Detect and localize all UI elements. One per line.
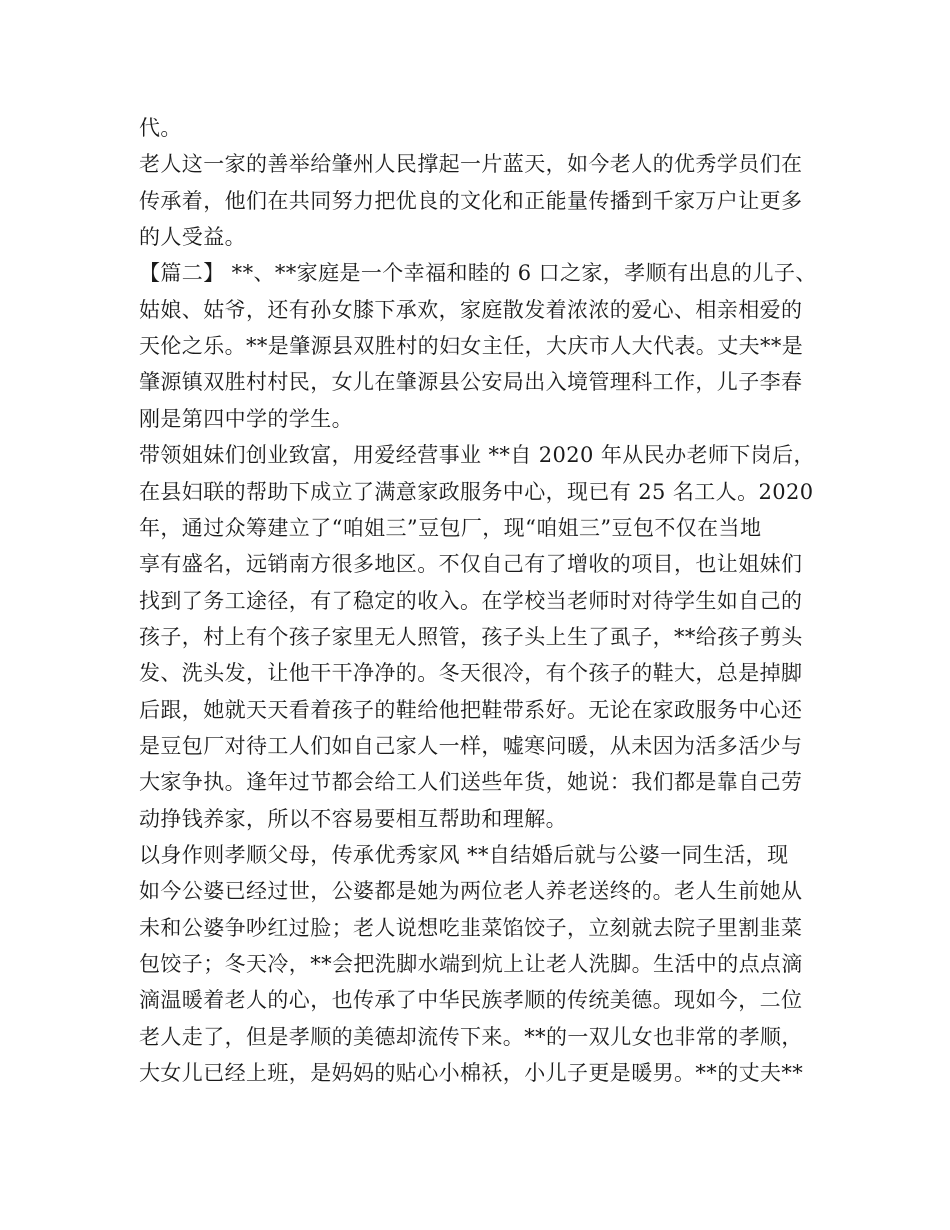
text-line: 孩子，村上有个孩子家里无人照管，孩子头上生了虱子，**给孩子剪头 [139,624,803,649]
text-line: 的人受益。 [139,225,246,250]
text-line: 包饺子；冬天冷，**会把洗脚水端到炕上让老人洗脚。生活中的点点滴 [139,952,803,977]
text-line: 刚是第四中学的学生。 [139,406,353,431]
text-line: 老人这一家的善举给肇州人民撑起一片蓝天，如今老人的优秀学员们在 [139,152,803,177]
text-line: 动挣钱养家，所以不容易要相互帮助和理解。 [139,806,567,831]
text-line: 老人走了，但是孝顺的美德却流传下来。**的一双儿女也非常的孝顺， [139,1024,803,1049]
text-line: 享有盛名，远销南方很多地区。不仅自己有了增收的项目，也让姐妹们 [139,552,803,577]
text-line: 肇源镇双胜村村民，女儿在肇源县公安局出入境管理科工作，儿子李春 [139,370,803,395]
text-line: 后跟，她就天天看着孩子的鞋给他把鞋带系好。无论在家政服务中心还 [139,697,803,722]
text-line: 【篇二】 **、**家庭是一个幸福和睦的 6 口之家，孝顺有出息的儿子、 [139,261,817,286]
text-line: 大家争执。逢年过节都会给工人们送些年货，她说：我们都是靠自己劳 [139,770,803,795]
text-line: 大女儿已经上班，是妈妈的贴心小棉袄，小儿子更是暖男。**的丈夫** [139,1061,804,1086]
text-line: 发、洗头发，让他干干净净的。冬天很冷，有个孩子的鞋大，总是掉脚 [139,661,803,686]
text-line: 滴温暖着老人的心，也传承了中华民族孝顺的传统美德。现如今，二位 [139,988,803,1013]
text-line: 传承着，他们在共同努力把优良的文化和正能量传播到千家万户让更多 [139,188,803,213]
text-line: 找到了务工途径，有了稳定的收入。在学校当老师时对待学生如自己的 [139,588,803,613]
text-line: 年，通过众筹建立了“咱姐三”豆包厂，现“咱姐三”豆包不仅在当地 [139,515,762,540]
text-line: 带领姐妹们创业致富，用爱经营事业 **自 2020 年从民办老师下岗后， [139,443,815,468]
text-line: 如今公婆已经过世，公婆都是她为两位老人养老送终的。老人生前她从 [139,879,803,904]
text-line: 未和公婆争吵红过脸；老人说想吃韭菜馅饺子，立刻就去院子里割韭菜 [139,915,803,940]
text-line: 以身作则孝顺父母，传承优秀家风 **自结婚后就与公婆一同生活，现 [139,843,789,867]
text-line: 在县妇联的帮助下成立了满意家政服务中心，现已有 25 名工人。2020 [139,479,814,504]
text-line: 姑娘、姑爷，还有孙女膝下承欢，家庭散发着浓浓的爱心、相亲相爱的 [139,297,803,322]
text-line: 是豆包厂对待工人们如自己家人一样，嘘寒问暖，从未因为活多活少与 [139,733,803,758]
text-line: 天伦之乐。**是肇源县双胜村的妇女主任，大庆市人大代表。丈夫**是 [139,334,804,359]
text-line: 代。 [139,116,182,140]
